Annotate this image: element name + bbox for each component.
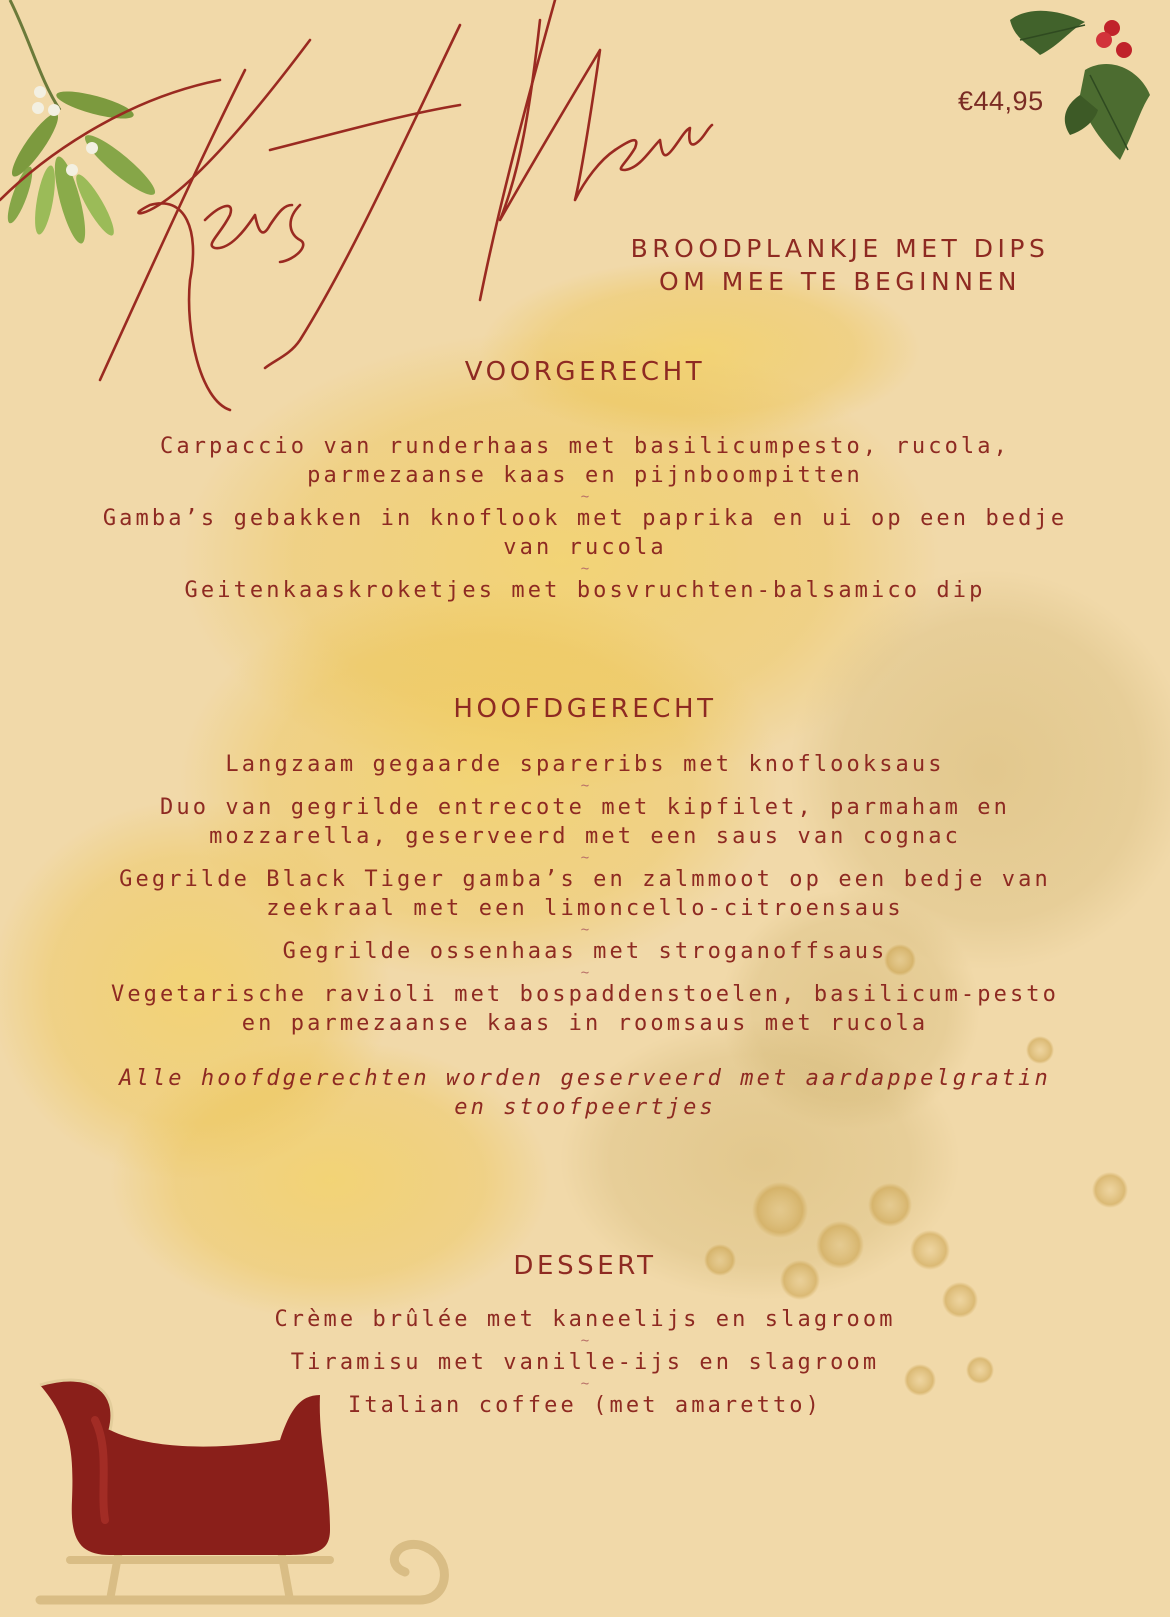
hoofdgerecht-list (60, 750, 1110, 1122)
voorgerecht-list (60, 432, 1110, 605)
dish-separator: ~ (580, 922, 590, 938)
dish-item: Italian coffee (met amaretto) (347, 1393, 822, 1418)
menu-price: €44,95 (958, 86, 1044, 116)
main-course-note: Alle hoofdgerechten worden geserveerd met aardappelgratin en stoofpeertjes (119, 1066, 1051, 1120)
dish-item: Langzaam gegaarde spareribs met knoflooksaus (225, 752, 945, 777)
dish-item: Duo van gegrilde entrecote met kipfilet, parmaham en mozzarella, geserveerd met een saus van cognac (160, 795, 1010, 849)
dish-item: Tiramisu met vanille-ijs en slagroom (290, 1350, 880, 1375)
dish-item: Gegrilde ossenhaas met stroganoffsaus (282, 939, 888, 964)
dish-item: Crème brûlée met kaneelijs en slagroom (274, 1307, 896, 1332)
dish-item: Gegrilde Black Tiger gamba’s en zalmmoot op een bedje van zeekraal met een limoncello-citroensaus (119, 867, 1051, 921)
dish-item: Geitenkaaskroketjes met bosvruchten-balsamico dip (184, 578, 986, 603)
intro-text (590, 232, 1090, 298)
dish-item: Gamba’s gebakken in knoflook met paprika en ui op een bedje van rucola (102, 506, 1068, 560)
dish-separator: ~ (580, 561, 590, 577)
section-title-voorgerecht: VOORGERECHT (464, 357, 706, 387)
dish-separator: ~ (580, 850, 590, 866)
dessert-list (60, 1305, 1110, 1420)
section-title-dessert: DESSERT (513, 1251, 657, 1281)
section-title-hoofdgerecht: HOOFDGERECHT (453, 694, 717, 724)
dish-separator: ~ (580, 1376, 590, 1392)
intro-line: BROODPLANKJE MET DIPS (630, 234, 1050, 263)
dish-separator: ~ (580, 1333, 590, 1349)
dish-separator: ~ (580, 965, 590, 981)
dish-item: Carpaccio van runderhaas met basilicumpesto, rucola, parmezaanse kaas en pijnboompitten (160, 434, 1010, 488)
intro-line: OM MEE TE BEGINNEN (659, 267, 1021, 296)
dish-item: Vegetarische ravioli met bospaddenstoelen, basilicum-pesto en parmezaanse kaas in roomsaus met rucola (110, 982, 1060, 1036)
dish-separator: ~ (580, 489, 590, 505)
dish-separator: ~ (580, 778, 590, 794)
